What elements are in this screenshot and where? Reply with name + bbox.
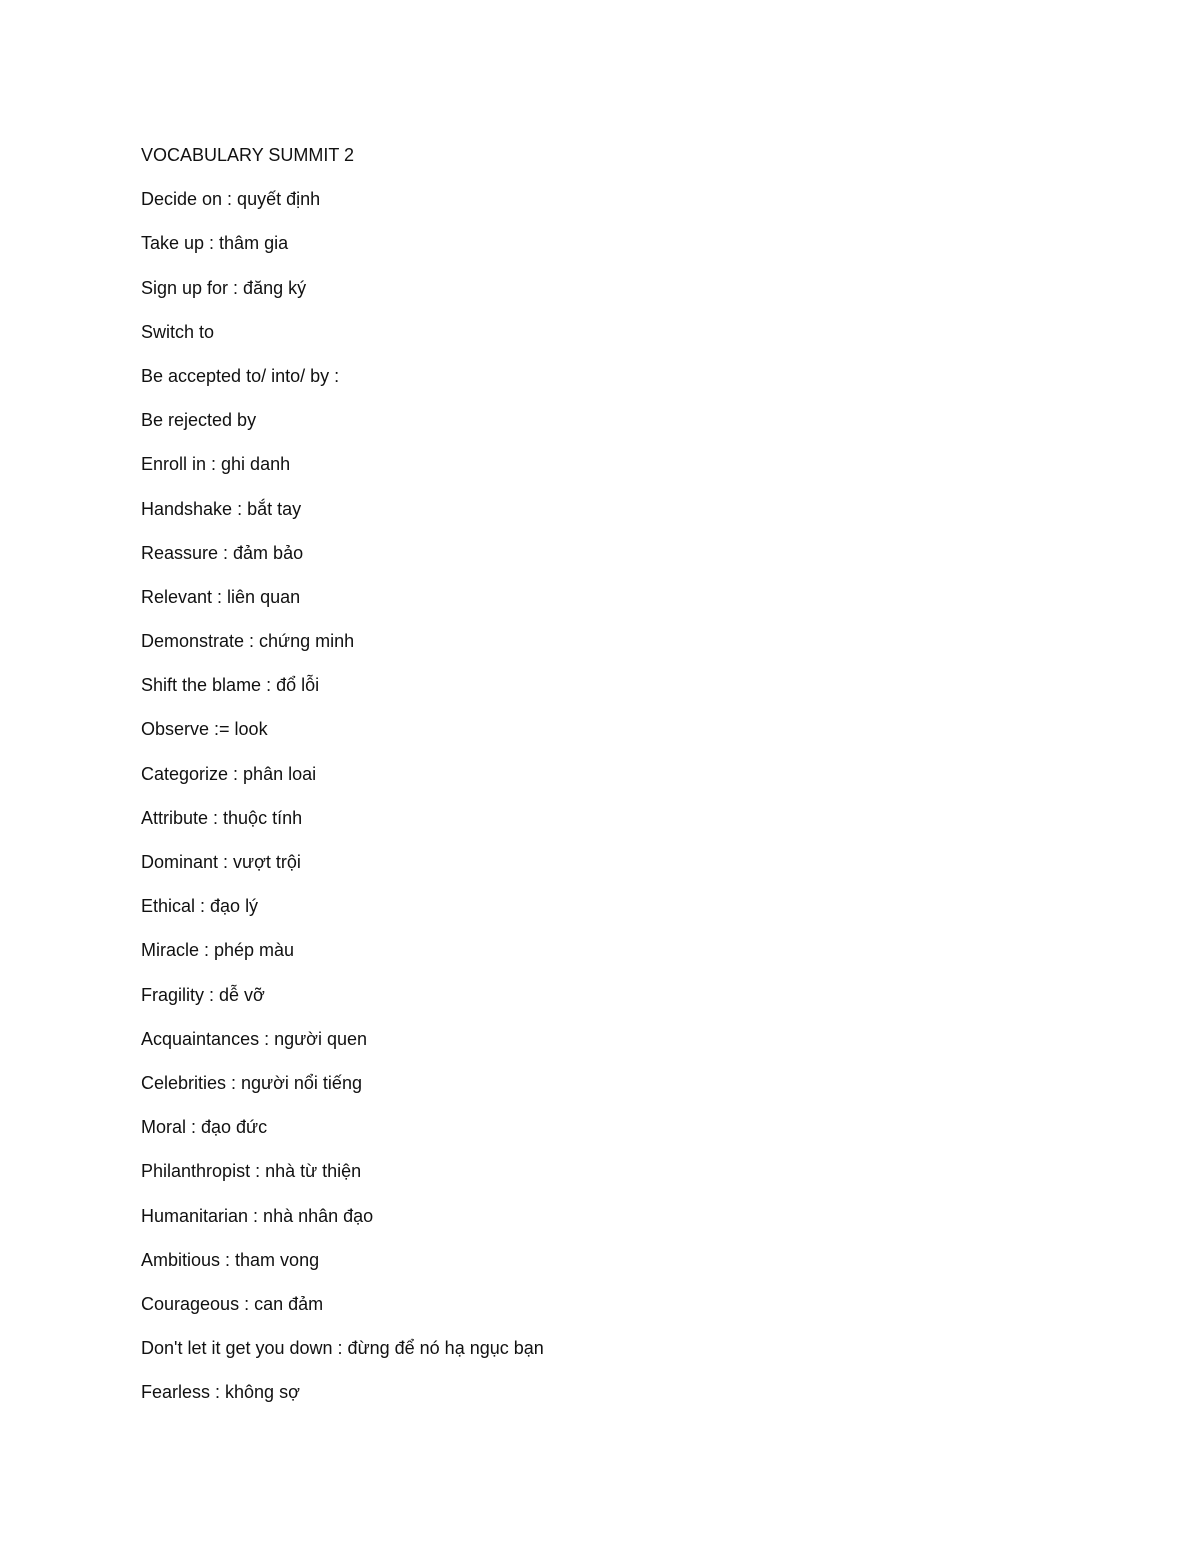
vocab-entry: Miracle : phép màu <box>141 940 295 961</box>
vocab-entry: Philanthropist : nhà từ thiện <box>141 1161 362 1182</box>
vocab-entry: Relevant : liên quan <box>141 586 301 607</box>
vocab-entry: Be accepted to/ into/ by : <box>141 365 340 386</box>
document-title: VOCABULARY SUMMIT 2 <box>141 145 355 165</box>
vocab-entry: Decide on : quyết định <box>141 189 321 210</box>
vocab-entry: Attribute : thuộc tính <box>141 807 303 828</box>
vocab-entry: Humanitarian : nhà nhân đạo <box>141 1205 374 1226</box>
vocab-entry: Sign up for : đăng ký <box>141 277 307 298</box>
vocab-entry: Observe := look <box>141 719 268 740</box>
vocab-entry: Handshake : bắt tay <box>141 498 302 519</box>
vocab-entry: Demonstrate : chứng minh <box>141 631 355 652</box>
vocab-entry: Fearless : không sợ <box>141 1382 300 1403</box>
vocab-entry: Shift the blame : đổ lỗi <box>141 675 320 696</box>
vocab-entry: Enroll in : ghi danh <box>141 454 291 475</box>
vocab-entry: Courageous : can đảm <box>141 1293 324 1314</box>
vocab-entry: Ambitious : tham vong <box>141 1249 320 1270</box>
document-body <box>141 144 1121 1403</box>
vocab-entry: Switch to <box>141 321 215 342</box>
vocab-entry: Acquaintances : người quen <box>141 1028 368 1049</box>
vocab-entry: Moral : đạo đức <box>141 1117 268 1138</box>
vocab-entry: Celebrities : người nổi tiếng <box>141 1072 362 1093</box>
vocab-entry: Take up : thâm gia <box>141 233 289 254</box>
vocab-entry: Be rejected by <box>141 410 257 431</box>
vocab-entry: Dominant : vượt trội <box>141 852 301 872</box>
vocab-entry: Don't let it get you down : đừng để nó hạ ngục bạn <box>141 1338 544 1359</box>
vocab-entry: Categorize : phân loai <box>141 763 317 784</box>
vocab-entry: Reassure : đảm bảo <box>141 542 304 563</box>
vocab-entry: Ethical : đạo lý <box>141 896 259 917</box>
vocab-entry: Fragility : dễ vỡ <box>141 984 265 1005</box>
